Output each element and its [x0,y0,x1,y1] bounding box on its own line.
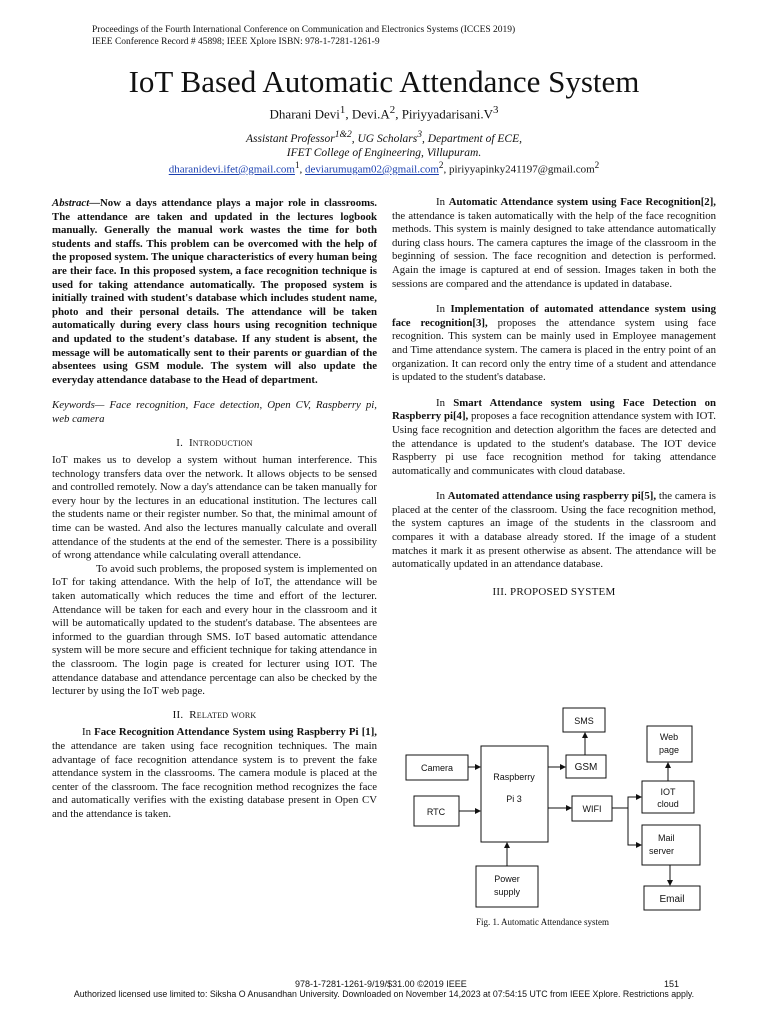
arrow-wifi-iot [612,797,641,808]
author-3: , Piriyyadarisani.V [395,106,494,122]
conference-header [92,24,515,48]
mail-server-box [642,825,700,865]
page-number: 151 [664,979,680,989]
email-3: , piriyyapinky241197@gmail.com [443,163,595,176]
label-raspberry: Raspberry [493,772,535,782]
block-diagram [398,700,716,912]
label-mail: Mail [658,833,675,843]
label-sms: SMS [574,716,594,726]
label-web: Web [659,732,679,742]
label-iot: IOT [660,787,676,797]
license-notice: Authorized licensed use limited to: Siksha O Anusandhan University. Downloaded on November 14,2023 at 07:54:15 UTC from IEEE Xplore. Restrictions apply. [73,989,695,999]
author-1: Dharani Devi [269,106,340,122]
related-work-paragraph-4: In Smart Attendance system using Face Detection on Raspberry pi[4], proposes a face recognition attendance system with IOT. Using face recognition and detection algorithm the faces are detected and the attendance is updated to the student's database. The IOT device Raspberry pi use face recognition method for taking attendance automatically and communicates with cloud database. [392,396,717,477]
section-heading-proposed-system: III. PROPOSED SYSTEM [492,585,616,598]
label-rtc: RTC [426,807,446,817]
figure-caption: Fig. 1. Automatic Attendance system [476,917,609,927]
abstract: Abstract—Now a days attendance plays a major role in classrooms. The attendance are taken and updated in the lectures logbook manually. Generally the manual work wastes the time for both students and staffs. This problem can be overcomed with the help of the proposed system. The unique characteristics of every human being are their face. In this proposed system, a face recognition technique is used for taking attendance automatically. The proposed system is initially trained with student's database which includes student name, photo and their personal details. The attendance will be taken automatically during every class hours using recognition technique and updated to the student's database. If any student is absent, the message will be automatically sent to their parents or guardian of the absentees using GSM module. The system will also update the everyday attendance database to the Head of department. [52,197,377,386]
header-line-1: Proceedings of the Fourth International Conference on Communication and Electronics Systems (ICCES 2019) [92,25,516,35]
label-cloud: cloud [657,799,679,809]
email-link-2[interactable]: deviarumugam02@gmail.com [305,163,439,176]
label-camera: Camera [420,763,454,773]
author-emails: dharanidevi.ifet@gmail.com$^1$, deviarumugam02@gmail.com$^2$, piriyyapinky241197@gmail.com$^2$ [168,160,600,176]
email-link-1[interactable]: dharanidevi.ifet@gmail.com [168,163,295,176]
label-wifi: WIFI [582,804,602,814]
intro-paragraph-1: IoT makes us to develop a system without human interference. This technology transfers data over the network. It allows objects to be sensed and controlled remotely. Now a day's attendance can be taken manually for every hour by the lectures in an educational institution. The lectures call the students name or their register number. So that, the minimal amount of time can be wasted. And also the lectures manually calculate and overall attendance of the students at the end of the semester. There is a possibility of wrong attendance while calculating overall attendance. [52,454,377,562]
label-power: Power [494,874,520,884]
label-email: Email [659,894,685,905]
related-work-paragraph-2: In Automatic Attendance system using Face Recognition[2], the attendance is taken automatically with the help of the face recognition methods. This system is mainly designed to take attendance automatically during class hours. The camera captures the image of the classroom in the beginning of session. The face recognition and detection is performed. Again the image is captured at end of session. Images taken in both the sessions are compared and the attendance is updated in database. [392,196,716,290]
label-gsm: GSM [574,762,598,773]
author-2: , Devi.A [345,106,390,122]
affiliation: Assistant Professor$^{1\&2}$, UG Scholars$^3$, Department of ECE, IFET College of Engineering, Villupuram. [245,129,523,159]
label-supply: supply [493,887,521,897]
footer-isbn: 978-1-7281-1261-9/19/$31.00 ©2019 IEEE [295,979,467,989]
related-work-paragraph-1: In Face Recognition Attendance System using Raspberry Pi [1], the attendance are taken using face recognition techniques. The main advantage of face recognition attendance system is to prevent the fake attendance system in the classrooms. The camera module is placed at the center of the classroom. The face recognition method recognizes the face and automatically verifies with the existing database present in Open CV and the attendance is taken. [52,726,377,820]
paper-title: IoT Based Automatic Attendance System [128,64,640,99]
header-line-2: IEEE Conference Record # 45898; IEEE Xplore ISBN: 978-1-7281-1261-9 [92,37,380,47]
section-heading-introduction: I. Introduction [176,436,253,449]
intro-paragraph-2: To avoid such problems, the proposed system is implemented on IoT for taking attendance. With the help of IoT, the attendance will be taken automatically which reduces the time and effort of the lecturer. Attendance will be taken for each and every hour in the classroom and it will be automatically updated to the student's database. The absentees are informed to the guardian through SMS. IoT based automatic attendance system will be more secure and efficient technique for taking attendance in the classroom. The login page is created for lecturer using IOT. The attendance database and attendance percentage can also be checked by the lecturer by using the IoT web page. [52,562,377,698]
left-column [52,197,377,822]
related-work-paragraph-5: In Automated attendance using raspberry pi[5], the camera is placed at the center of the classroom. Using the face recognition method, the system captures an image of the students in the classroom and compares it with a database already stored. If the image of a student matches it mark it as present otherwise as absent. The attendance will be automatically updated in an attendance database. [392,490,716,571]
section-heading-related-work: II. Related work [172,708,257,721]
right-column [392,196,716,603]
related-work-paragraph-3: In Implementation of automated attendance system using face recognition[3], proposes the attendance system using face recognition. This system can be mainly used in Employee management and Time attendance system. The camera is placed in the entry point of an organization. It can record only the entry time of a student and attendance is updated to the student's database. [392,303,716,384]
label-pi3: Pi 3 [506,794,522,804]
arrow-wifi-mail [628,808,641,845]
label-page: page [658,745,680,755]
keywords: Keywords— Face recognition, Face detection, Open CV, Raspberry pi, web camera [52,399,377,425]
label-server: server [649,846,675,856]
author-list: Dharani Devi$^1$, $Devi.A^2$, $Piriyyadarisani.V^3$ [269,104,499,122]
